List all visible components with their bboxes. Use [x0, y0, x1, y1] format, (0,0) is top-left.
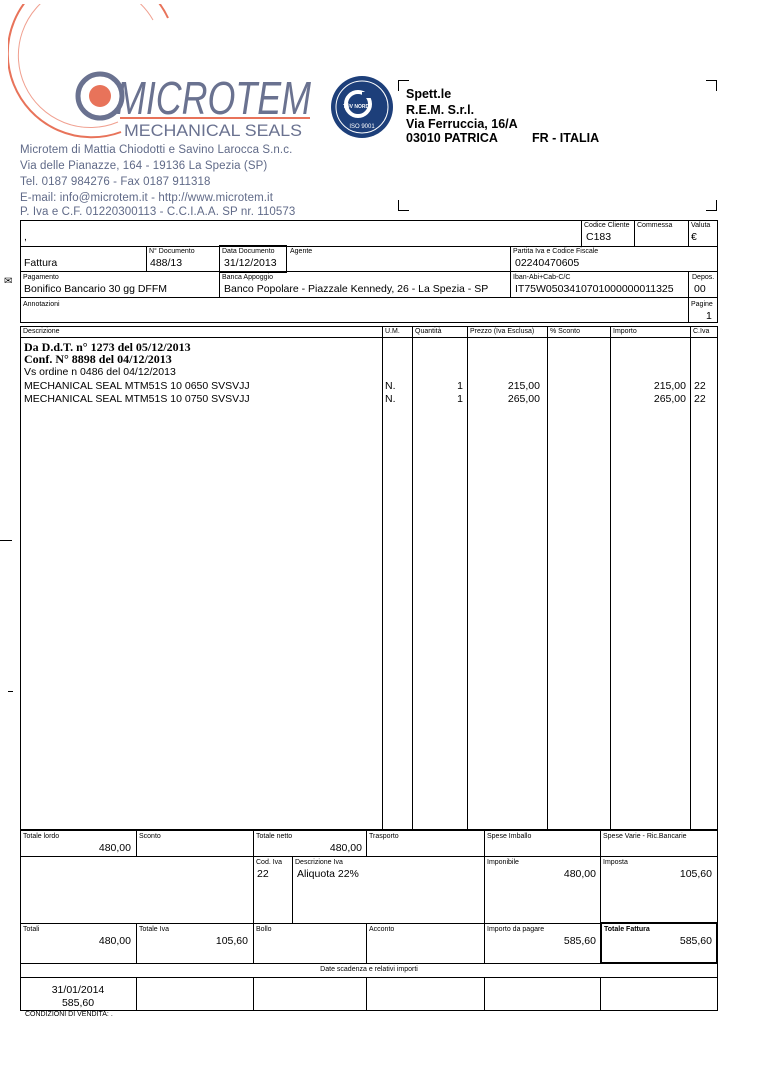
company-email: E-mail: info@microtem.it - http://www.microtem.it: [20, 192, 274, 204]
cod-iva-label: Cod. Iva: [256, 859, 283, 866]
num-doc-value: 488/13: [150, 257, 183, 269]
valuta-value: €: [691, 231, 697, 243]
descr-iva-label: Descrizione Iva: [295, 859, 343, 866]
address-corner-tr: [706, 80, 717, 91]
banca-value: Banco Popolare - Piazzale Kennedy, 26 - La Spezia - SP: [224, 283, 489, 295]
banca-label: Banca Appoggio: [222, 274, 273, 281]
scadenza-date: 31/01/2014: [51, 984, 105, 996]
item-2-quantita: 1: [457, 393, 463, 405]
pagine-value: 1: [706, 310, 712, 322]
col-quantita: Quantità: [415, 328, 442, 335]
iban-label: Iban-Abi+Cab-C/C: [513, 274, 571, 281]
imponibile-value: 480,00: [563, 868, 596, 880]
doc-type: Fattura: [24, 257, 58, 269]
address-corner-bl: [398, 200, 409, 211]
item-1-um: N.: [385, 380, 396, 392]
col-descrizione: Descrizione: [23, 328, 60, 335]
item-2-importo: 265,00: [653, 393, 686, 405]
item-2-um: N.: [385, 393, 396, 405]
condizioni-vendita: CONDIZIONI DI VENDITA: .: [25, 1011, 113, 1018]
totale-netto-value: 480,00: [329, 842, 362, 854]
importo-pagare-value: 585,60: [563, 935, 596, 947]
num-doc-label: N° Documento: [149, 248, 195, 255]
item-2-civa: 22: [694, 393, 706, 405]
scadenze-label: Date scadenza e relativi importi: [320, 966, 418, 973]
codice-cliente-label: Codice Cliente: [584, 222, 630, 229]
commessa-label: Commessa: [637, 222, 673, 229]
item-1-importo: 215,00: [653, 380, 686, 392]
totale-lordo-label: Totale lordo: [23, 833, 60, 840]
descr-iva-value: Aliquota 22%: [297, 868, 359, 880]
scadenza-amount: 585,60: [61, 997, 95, 1009]
totali-label: Totali: [23, 926, 40, 933]
imposta-value: 105,60: [679, 868, 712, 880]
header-row-2: [20, 246, 718, 272]
piva-value: 02240470605: [515, 257, 580, 269]
item-2-prezzo: 265,00: [507, 393, 540, 405]
trasporto-label: Trasporto: [369, 833, 399, 840]
company-logo: [8, 4, 318, 144]
cod-iva-value: 22: [257, 868, 269, 880]
recipient-name: R.E.M. S.r.l.: [406, 103, 475, 117]
envelope-icon: ✉: [4, 276, 13, 287]
order-reference: Vs ordine n 0486 del 04/12/2013: [24, 366, 176, 378]
totale-netto-label: Totale netto: [256, 833, 293, 840]
certification-seal: [329, 74, 395, 140]
company-phone: Tel. 0187 984276 - Fax 0187 911318: [20, 176, 211, 188]
pagine-label: Pagine: [691, 301, 713, 308]
depos-label: Depos.: [692, 274, 715, 281]
importo-pagare-label: Importo da pagare: [487, 926, 545, 933]
recipient-city: 03010 PATRICA: [406, 131, 498, 145]
address-corner-br: [706, 200, 717, 211]
fold-mark: [0, 540, 12, 541]
item-1-civa: 22: [694, 380, 706, 392]
totale-fattura-value: 585,60: [679, 935, 712, 947]
data-doc-value: 31/12/2013: [224, 257, 277, 269]
spese-imballo-label: Spese Imballo: [487, 833, 532, 840]
item-2-description: MECHANICAL SEAL MTM51S 10 0750 SVSVJJ: [24, 393, 250, 405]
col-sconto: % Sconto: [550, 328, 580, 335]
cert-top-text: TÜV NORD: [342, 104, 370, 110]
piva-label: Partita Iva e Codice Fiscale: [513, 248, 599, 255]
item-1-description: MECHANICAL SEAL MTM51S 10 0650 SVSVJJ: [24, 380, 250, 392]
logo-subtitle: MECHANICAL SEALS: [124, 122, 302, 140]
valuta-label: Valuta: [691, 222, 711, 229]
item-1-quantita: 1: [457, 380, 463, 392]
totale-lordo-value: 480,00: [98, 842, 131, 854]
totale-fattura-label: Totale Fattura: [604, 926, 650, 933]
company-address: Via delle Pianazze, 164 - 19136 La Spezia (SP): [20, 160, 268, 172]
col-prezzo: Prezzo (Iva Esclusa): [470, 328, 535, 335]
pagamento-value: Bonifico Bancario 30 gg DFFM: [24, 283, 167, 295]
data-doc-label: Data Documento: [222, 248, 275, 255]
totale-iva-value: 105,60: [215, 935, 248, 947]
cert-bottom-text: ISO 9001: [349, 124, 375, 130]
totali-value: 480,00: [98, 935, 131, 947]
pagamento-label: Pagamento: [23, 274, 59, 281]
punch-mark: [8, 691, 13, 692]
agente-label: Agente: [290, 248, 313, 255]
col-um: U.M.: [385, 328, 400, 335]
logo-wordmark: MICROTEM: [116, 72, 312, 124]
ddt-reference: Da D.d.T. n° 1273 del 05/12/2013: [24, 340, 191, 354]
company-name: Microtem di Mattia Chiodotti e Savino Larocca S.n.c.: [20, 144, 293, 156]
totale-iva-label: Totale Iva: [139, 926, 169, 933]
depos-value: 00: [694, 283, 706, 295]
imponibile-label: Imponibile: [487, 859, 519, 866]
company-vat: P. Iva e C.F. 01220300113 - C.C.I.A.A. SP nr. 110573: [20, 206, 296, 218]
header-first-value: ,: [24, 231, 27, 243]
imposta-label: Imposta: [603, 859, 628, 866]
annotazioni-label: Annotazioni: [23, 301, 60, 308]
acconto-label: Acconto: [369, 926, 395, 933]
item-1-prezzo: 215,00: [507, 380, 540, 392]
col-importo: Importo: [613, 328, 637, 335]
recipient-salutation: Spett.le: [406, 87, 452, 101]
codice-cliente-value: C183: [586, 231, 612, 243]
col-civa: C.Iva: [693, 328, 710, 335]
recipient-country: FR - ITALIA: [532, 131, 600, 145]
annotazioni-row: [20, 297, 718, 323]
recipient-street: Via Ferruccia, 16/A: [406, 117, 518, 131]
bollo-label: Bollo: [256, 926, 272, 933]
sconto-label: Sconto: [139, 833, 161, 840]
conf-reference: Conf. N° 8898 del 04/12/2013: [24, 352, 172, 366]
spese-varie-label: Spese Varie - Ric.Bancarie: [603, 833, 687, 840]
iban-value: IT75W0503410701000000011325: [515, 283, 674, 295]
